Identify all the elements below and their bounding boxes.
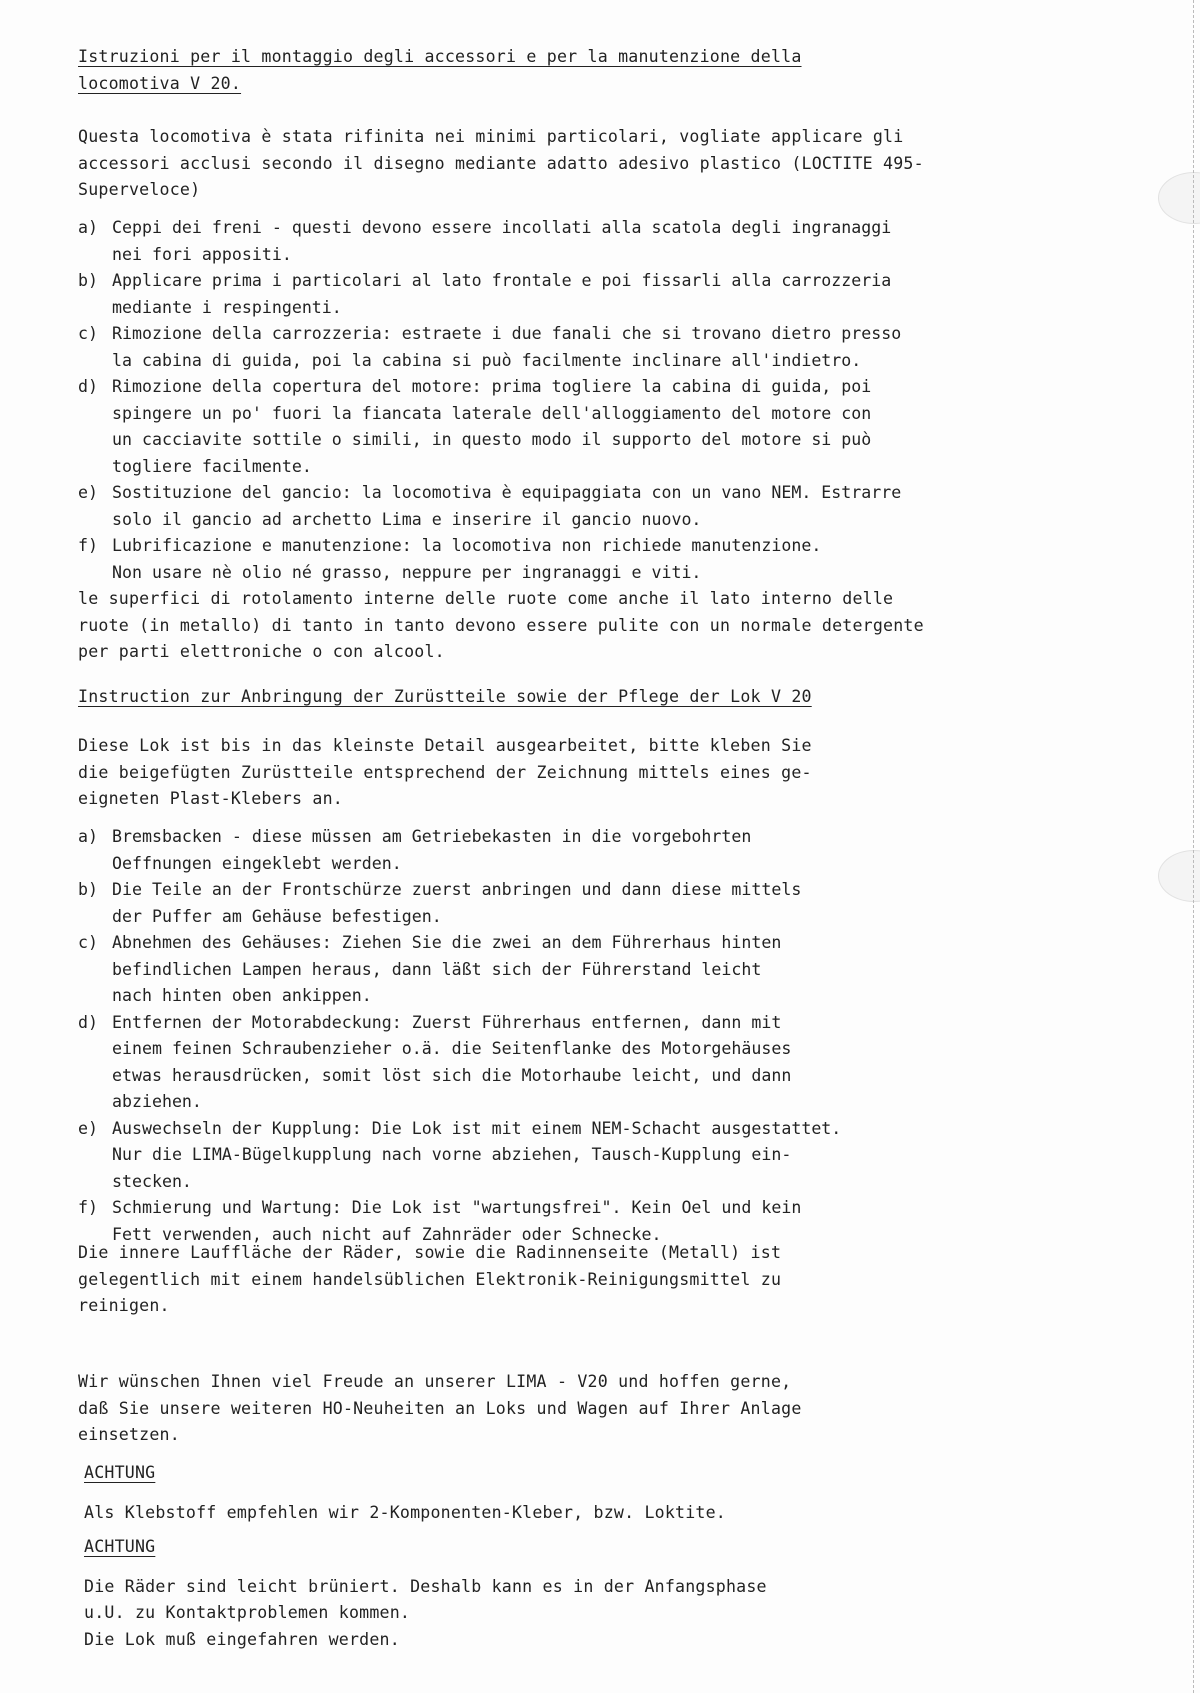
item-label: e)	[78, 1118, 98, 1138]
list-item	[78, 480, 1078, 533]
item-text: Lubrificazione e manutenzione: la locomotiva non richiede manutenzione.	[112, 536, 822, 555]
list-item	[78, 268, 1078, 321]
item-text: spingere un po' fuori la fiancata laterale dell'alloggiamento del motore con	[112, 403, 872, 423]
italian-intro-line: accessori acclusi secondo il disegno mediante adatto adesivo plastico (LOCTITE 495-	[78, 153, 924, 173]
wishes-line: einsetzen.	[78, 1425, 180, 1444]
list-item	[78, 824, 1078, 877]
item-label: f)	[78, 1198, 98, 1217]
list-item	[78, 374, 1078, 480]
notice-2	[84, 1534, 1084, 1653]
italian-intro-line: Questa locomotiva è stata rifinita nei minimi particolari, vogliate applicare gli	[78, 127, 904, 146]
perforated-edge	[1191, 0, 1194, 1693]
italian-intro-line: Superveloce)	[78, 180, 201, 199]
italian-intro	[78, 124, 1078, 204]
item-text: etwas herausdrücken, somit löst sich die Motorhaube leicht, und dann	[112, 1065, 792, 1085]
item-text: Auswechseln der Kupplung: Die Lok ist mit einem NEM-Schacht ausgestattet.	[112, 1118, 842, 1138]
list-item	[78, 321, 1078, 374]
item-label: c)	[78, 933, 98, 952]
item-text: mediante i respingenti.	[112, 297, 342, 317]
list-item	[78, 1116, 1078, 1196]
item-text: Entfernen der Motorabdeckung: Zuerst Führerhaus entfernen, dann mit	[112, 1012, 782, 1032]
item-label: a)	[78, 218, 98, 237]
item-text: Applicare prima i particolari al lato frontale e poi fissarli alla carrozzeria	[112, 271, 892, 290]
item-text: befindlichen Lampen heraus, dann läßt sich der Führerstand leicht	[112, 959, 762, 979]
item-label: b)	[78, 880, 98, 899]
item-text: Abnehmen des Gehäuses: Ziehen Sie die zwei an dem Führerhaus hinten	[112, 933, 782, 952]
cleaning-line: gelegentlich mit einem handelsüblichen Elektronik-Reinigungsmittel zu	[78, 1269, 782, 1289]
item-text: Schmierung und Wartung: Die Lok ist "wartungsfrei". Kein Oel und kein	[112, 1198, 802, 1217]
list-item	[78, 533, 1078, 586]
item-label: b)	[78, 271, 98, 290]
german-item-list	[78, 824, 1078, 1248]
notice-text: Die Lok muß eingefahren werden.	[84, 1629, 400, 1649]
item-text: la cabina di guida, poi la cabina si può facilmente inclinare all'indietro.	[112, 350, 862, 370]
item-text: Bremsbacken - diese müssen am Getriebekasten in die vorgebohrten	[112, 827, 752, 846]
item-text: Nur die LIMA-Bügelkupplung nach vorne abziehen, Tausch-Kupplung ein-	[112, 1145, 792, 1164]
list-item	[78, 877, 1078, 930]
item-text: stecken.	[112, 1171, 192, 1191]
italian-title-line: locomotiva V 20.	[78, 73, 242, 93]
item-label: a)	[78, 827, 98, 846]
italian-closing-line: ruote (in metallo) di tanto in tanto devono essere pulite con un normale detergente	[78, 615, 924, 635]
item-text: togliere facilmente.	[112, 456, 312, 476]
list-item	[78, 1010, 1078, 1116]
item-text: nach hinten oben ankippen.	[112, 986, 372, 1005]
item-label: d)	[78, 1012, 98, 1032]
notice-heading: ACHTUNG	[84, 1537, 156, 1556]
german-cleaning	[78, 1240, 1078, 1320]
german-intro-line: eigneten Plast-Klebers an.	[78, 789, 343, 808]
wishes-line: daß Sie unsere weiteren HO-Neuheiten an Loks und Wagen auf Ihrer Anlage	[78, 1398, 802, 1418]
item-text: Fett verwenden, auch nicht auf Zahnräder oder Schnecke.	[112, 1224, 662, 1244]
item-text: Rimozione della carrozzeria: estraete i due fanali che si trovano dietro presso	[112, 324, 902, 343]
italian-closing-line: le superfici di rotolamento interne delle ruote come anche il lato interno delle	[78, 589, 894, 608]
notice-heading: ACHTUNG	[84, 1463, 156, 1482]
item-text: einem feinen Schraubenzieher o.ä. die Seitenflanke des Motorgehäuses	[112, 1039, 792, 1058]
notice-1	[84, 1460, 1084, 1526]
italian-closing-line: per parti elettroniche o con alcool.	[78, 642, 445, 661]
item-text: Oeffnungen eingeklebt werden.	[112, 853, 402, 873]
cleaning-line: Die innere Lauffläche der Räder, sowie die Radinnenseite (Metall) ist	[78, 1243, 782, 1262]
item-text: abziehen.	[112, 1092, 202, 1111]
notice-text: Die Räder sind leicht brüniert. Deshalb kann es in der Anfangsphase	[84, 1576, 767, 1596]
german-title-text: Instruction zur Anbringung der Zurüstteile sowie der Pflege der Lok V 20	[78, 687, 812, 706]
item-text: un cacciavite sottile o simili, in questo modo il supporto del motore si può	[112, 430, 872, 449]
list-item	[78, 930, 1078, 1010]
notice-text: Als Klebstoff empfehlen wir 2-Komponenten-Kleber, bzw. Loktite.	[84, 1502, 726, 1522]
list-item	[78, 215, 1078, 268]
item-label: d)	[78, 377, 98, 396]
italian-title-line: Istruzioni per il montaggio degli accessori e per la manutenzione della	[78, 47, 802, 66]
item-text: nei fori appositi.	[112, 244, 292, 264]
item-label: e)	[78, 483, 98, 502]
german-title	[78, 684, 1078, 711]
item-text: Die Teile an der Frontschürze zuerst anbringen und dann diese mittels	[112, 880, 802, 899]
german-intro-line: Diese Lok ist bis in das kleinste Detail ausgearbeitet, bitte kleben Sie	[78, 736, 812, 755]
item-text: Rimozione della copertura del motore: prima togliere la cabina di guida, poi	[112, 377, 872, 396]
item-text: der Puffer am Gehäuse befestigen.	[112, 906, 442, 926]
italian-title	[78, 44, 1078, 97]
item-text: Non usare nè olio né grasso, neppure per ingranaggi e viti.	[112, 562, 702, 582]
german-intro-line: die beigefügten Zurüstteile entsprechend der Zeichnung mittels eines ge-	[78, 762, 812, 782]
item-label: f)	[78, 536, 98, 555]
notice-text: u.U. zu Kontaktproblemen kommen.	[84, 1603, 411, 1622]
german-wishes	[78, 1369, 1078, 1449]
german-intro	[78, 733, 1078, 813]
wishes-line: Wir wünschen Ihnen viel Freude an unserer LIMA - V20 und hoffen gerne,	[78, 1372, 792, 1391]
item-label: c)	[78, 324, 98, 343]
item-text: Ceppi dei freni - questi devono essere incollati alla scatola degli ingranaggi	[112, 218, 892, 237]
cleaning-line: reinigen.	[78, 1296, 170, 1315]
italian-item-list	[78, 215, 1078, 666]
item-text: solo il gancio ad archetto Lima e inserire il gancio nuovo.	[112, 509, 702, 529]
item-text: Sostituzione del gancio: la locomotiva è equipaggiata con un vano NEM. Estrarre	[112, 483, 902, 502]
